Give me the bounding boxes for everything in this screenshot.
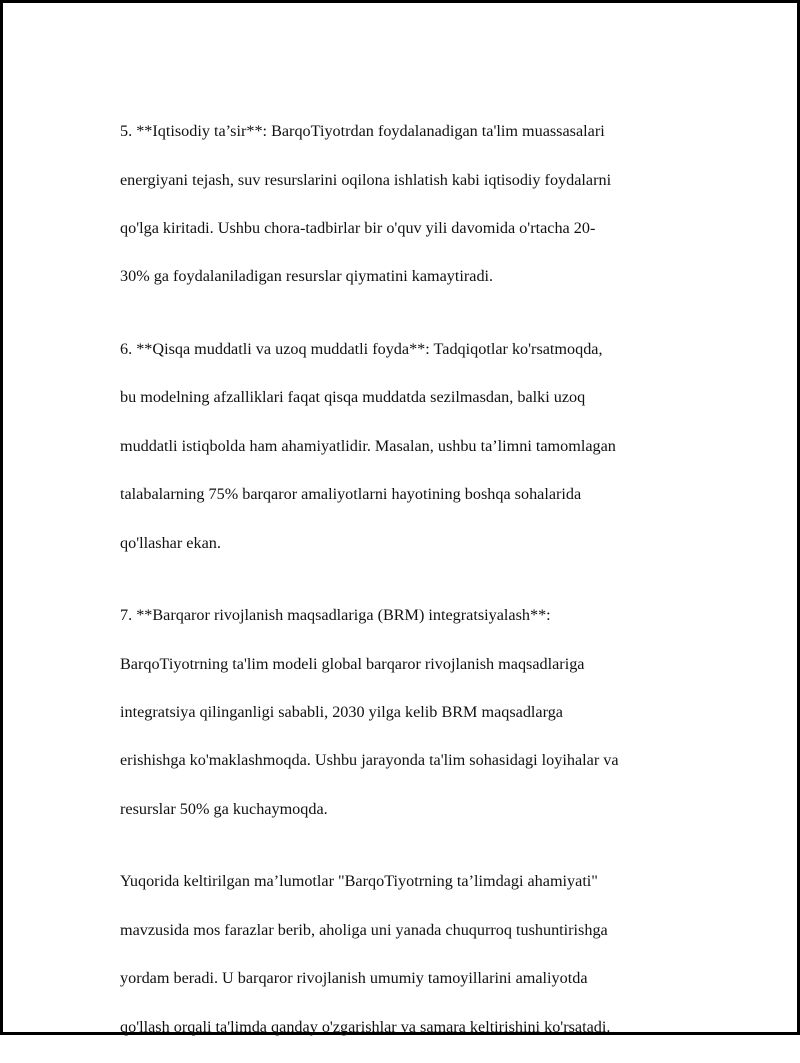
- text-line: bu modelning afzalliklari faqat qisqa muddatda sezilmasdan, balki uzoq: [120, 388, 586, 407]
- text-line: mavzusida mos farazlar berib, aholiga uni yanada chuqurroq tushuntirishga: [120, 920, 608, 939]
- text-line: 5. **Iqtisodiy ta’sir**: BarqoTiyotrdan foydalanadigan ta'lim muassasalari: [120, 122, 605, 141]
- text-line: muddatli istiqbolda ham ahamiyatlidir. Masalan, ushbu ta’limni tamomlagan: [120, 436, 616, 455]
- text-line: Yuqorida keltirilgan ma’lumotlar "BarqoTiyotrning ta’limdagi ahamiyati": [120, 872, 598, 891]
- text-line: talabalarning 75% barqaror amaliyotlarni hayotining boshqa sohalarida: [120, 485, 582, 504]
- text-line: 6. **Qisqa muddatli va uzoq muddatli foyda**: Tadqiqotlar ko'rsatmoqda,: [120, 340, 603, 359]
- text-line: 7. **Barqaror rivojlanish maqsadlariga (BRM) integratsiyalash**:: [120, 606, 551, 625]
- text-line: resurslar 50% ga kuchaymoqda.: [120, 799, 328, 818]
- text-line: energiyani tejash, suv resurslarini oqilona ishlatish kabi iqtisodiy foydalarni: [120, 170, 612, 189]
- text-line: qo'lga kiritadi. Ushbu chora-tadbirlar bir o'quv yili davomida o'rtacha 20-: [120, 219, 596, 238]
- text-line: qo'llash orqali ta'limda qanday o'zgarishlar va samara keltirishini ko'rsatadi.: [120, 1017, 611, 1036]
- text-line: qo'llashar ekan.: [120, 533, 221, 552]
- paragraph-7-sdg-integration: [120, 579, 695, 821]
- paragraph-6-short-long-term-benefit: [120, 313, 695, 555]
- text-line: 30% ga foydalaniladigan resurslar qiymatini kamaytiradi.: [120, 267, 494, 286]
- text-line: yordam beradi. U barqaror rivojlanish umumiy tamoyillarini amaliyotda: [120, 969, 588, 988]
- paragraph-conclusion: [120, 845, 695, 1039]
- paragraph-5-economic-impact: [120, 95, 695, 289]
- text-line: BarqoTiyotrning ta'lim modeli global barqaror rivojlanish maqsadlariga: [120, 654, 585, 673]
- text-line: erishishga ko'maklashmoqda. Ushbu jarayonda ta'lim sohasidagi loyihalar va: [120, 751, 619, 770]
- document-body: [120, 95, 695, 1063]
- text-line: integratsiya qilinganligi sababli, 2030 yilga kelib BRM maqsadlarga: [120, 703, 563, 722]
